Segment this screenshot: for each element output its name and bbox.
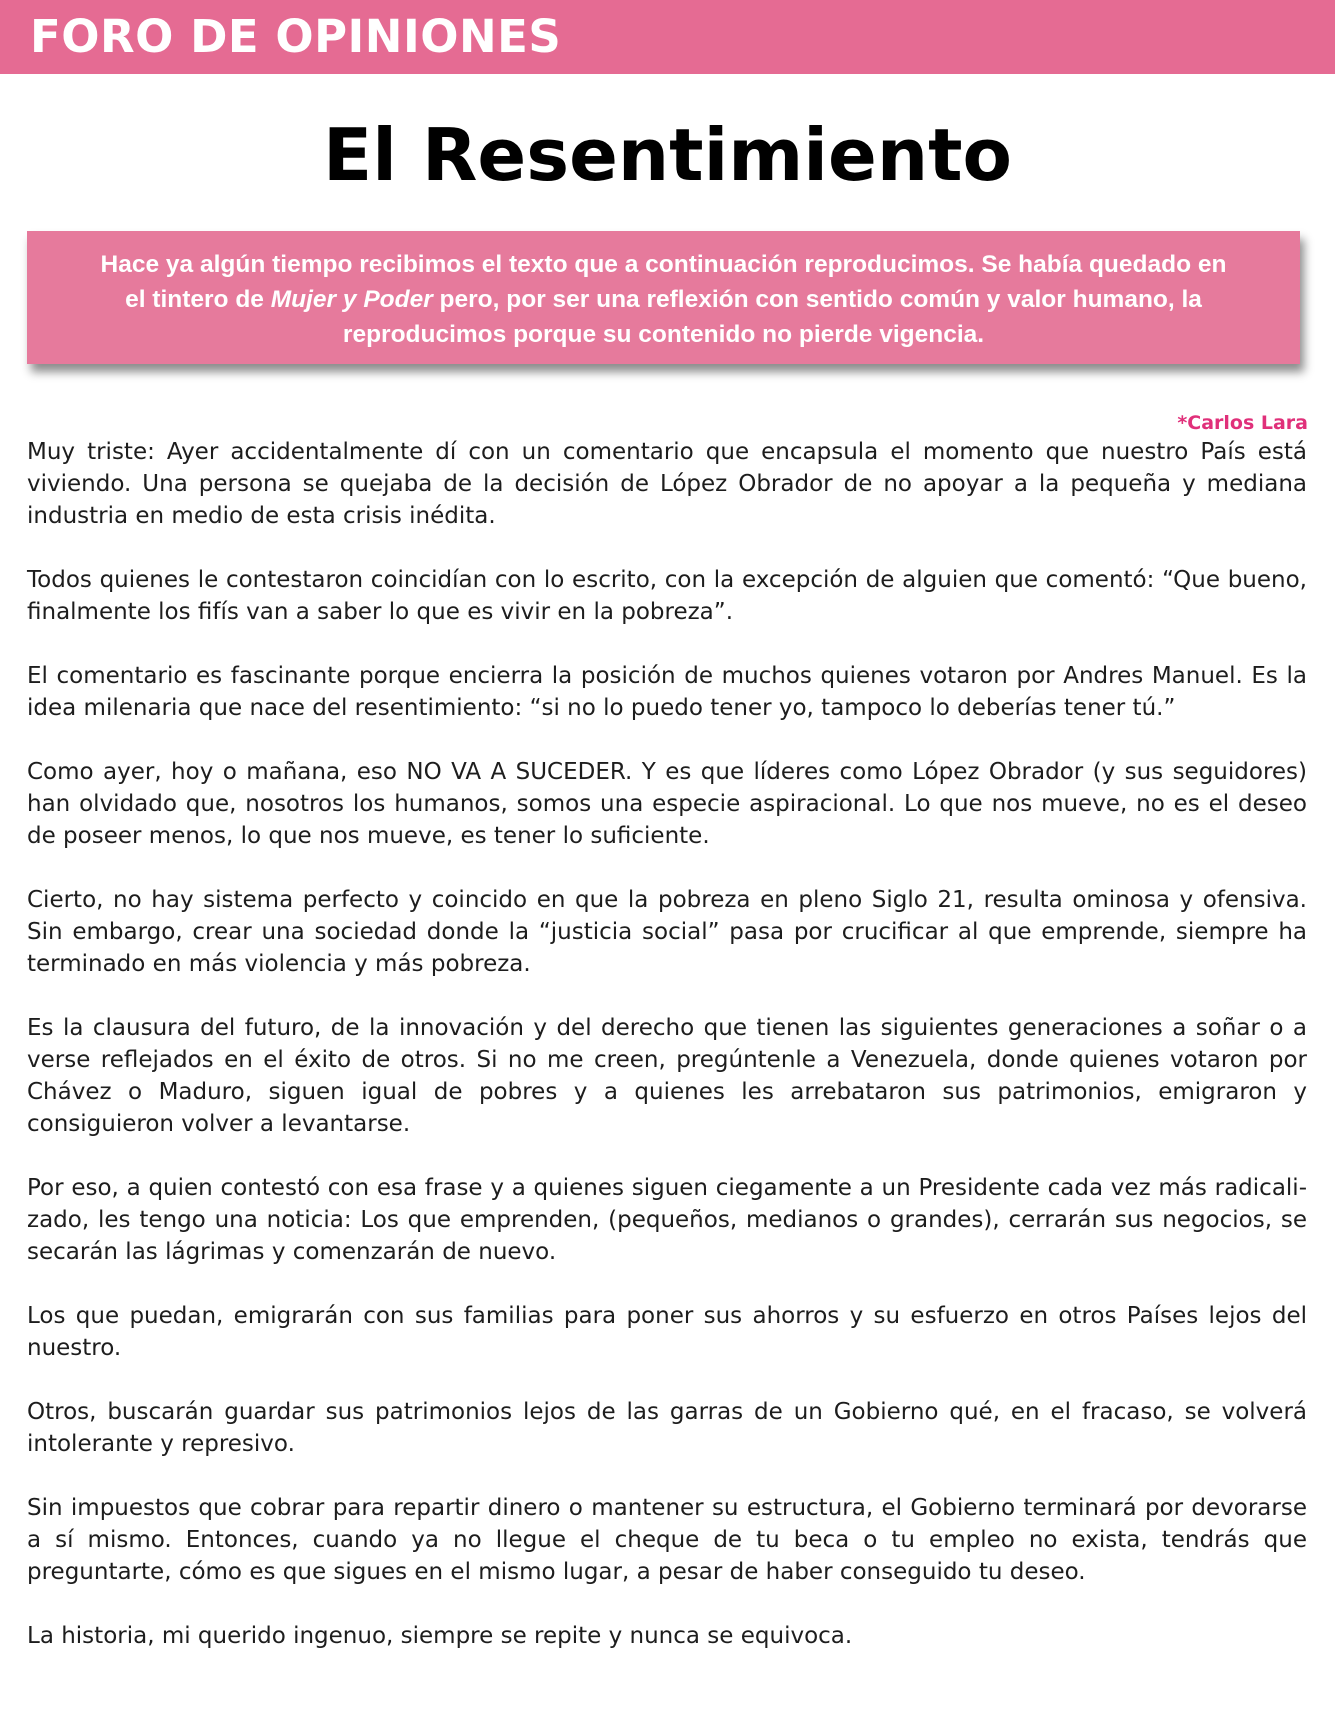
author-byline: *Carlos Lara <box>1177 412 1308 434</box>
article-paragraph: Por eso, a quien contestó con esa frase y a quienes siguen ciegamente a un Presidente cada vez más radicali-zado, les tengo una noticia: Los que emprenden, (pequeños, medianos o grandes), cerrarán sus negocios, se secarán las lágrimas y comenzarán de nuevo. <box>27 1175 1307 1265</box>
article-title: El Resentimiento <box>323 113 1012 197</box>
section-label: FORO DE OPINIONES <box>30 10 562 63</box>
article-paragraph: Otros, buscarán guardar sus patrimonios lejos de las garras de un Gobierno qué, en el fracaso, se volverá intolerante y represivo. <box>27 1399 1307 1457</box>
article-paragraph: La historia, mi querido ingenuo, siempre se repite y nunca se equivoca. <box>27 1623 853 1649</box>
intro-text-after: pero, por ser una reflexión con sentido común y valor humano, la reproducimos porque su contenido no pierde vigencia. <box>342 286 1202 348</box>
intro-text <box>87 247 1240 352</box>
section-header-band <box>0 0 1335 74</box>
article-paragraph: Sin impuestos que cobrar para repartir dinero o mantener su estructura, el Gobierno terminará por devorarse a sí mismo. Entonces, cuando ya no llegue el cheque de tu beca o tu empleo no exista, tendrás que preguntarte, cómo es que sigues en el mismo lugar, a pesar de haber conseguido tu deseo. <box>27 1495 1307 1585</box>
article-paragraph: Cierto, no hay sistema perfecto y coincido en que la pobreza en pleno Siglo 21, resulta ominosa y ofensiva. Sin embargo, crear una sociedad donde la “justicia social” pasa por crucificar al que emprende, siempre ha terminado en más violencia y más pobreza. <box>27 887 1307 977</box>
article-paragraph: Todos quienes le contestaron coincidían con lo escrito, con la excepción de alguien que comentó: “Que bueno, finalmente los fifís van a saber lo que es vivir en la pobreza”. <box>27 567 1307 625</box>
intro-box <box>27 231 1300 364</box>
publication-name: Mujer y Poder <box>270 286 433 313</box>
article-paragraph: Muy triste: Ayer accidentalmente dí con un comentario que encapsula el momento que nuestro País está viviendo. Una persona se quejaba de la decisión de López Obrador de no apoyar a la pequeña y mediana industria en medio de esta crisis inédita. <box>27 439 1307 529</box>
article-body <box>27 436 1307 1652</box>
article-paragraph: Los que puedan, emigrarán con sus familias para poner sus ahorros y su esfuerzo en otros Países lejos del nuestro. <box>27 1303 1307 1361</box>
article-paragraph: Como ayer, hoy o mañana, eso NO VA A SUCEDER. Y es que líderes como López Obrador (y sus seguidores) han olvidado que, nosotros los humanos, somos una especie aspiracional. Lo que nos mueve, no es el deseo de poseer menos, lo que nos mueve, es tener lo suficiente. <box>27 759 1307 849</box>
article-paragraph: El comentario es fascinante porque encierra la posición de muchos quienes votaron por Andres Manuel. Es la idea milenaria que nace del resentimiento: “si no lo puedo tener yo, tampoco lo deberías tener tú.” <box>27 663 1307 721</box>
article-paragraph: Es la clausura del futuro, de la innovación y del derecho que tienen las siguientes generaciones a soñar o a verse reflejados en el éxito de otros. Si no me creen, pregúntenle a Venezuela, donde quienes votaron por Chávez o Maduro, siguen igual de pobres y a quienes les arrebataron sus patrimonios, emigraron y consiguieron volver a levantarse. <box>27 1015 1307 1137</box>
intro-text-before: Hace ya algún tiempo recibimos el texto que a continuación reproducimos. Se había quedado en el tintero de <box>100 251 1227 313</box>
